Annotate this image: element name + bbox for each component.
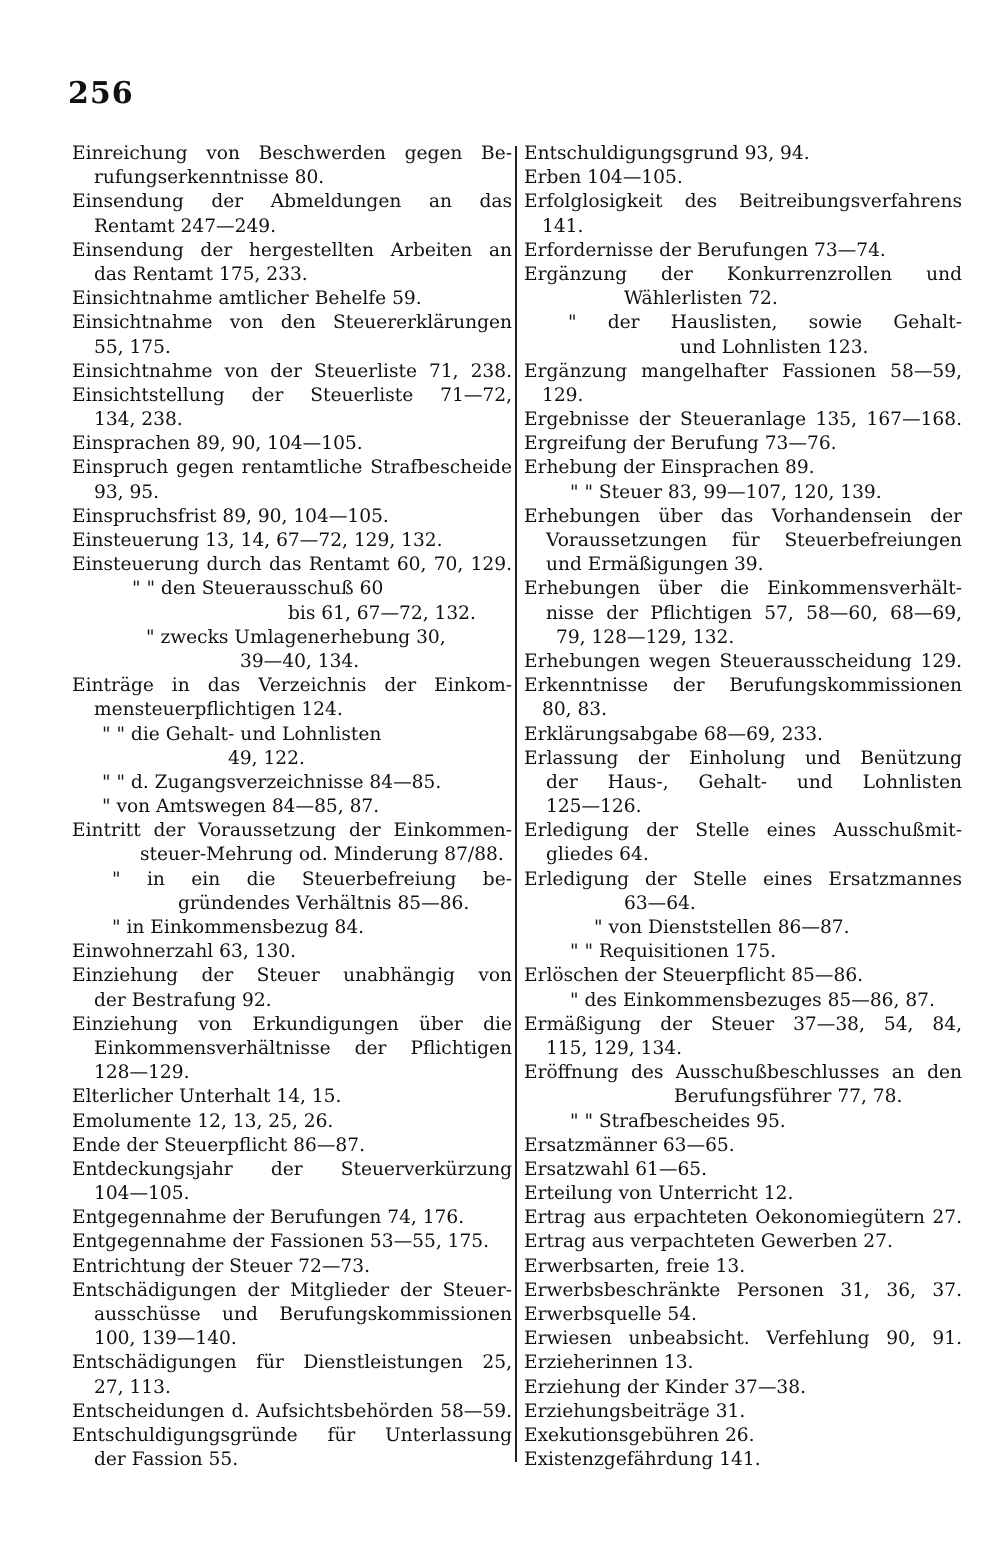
index-entry-line: 63—64. — [624, 892, 696, 914]
index-entry-line: 49, 122. — [228, 747, 305, 769]
index-column-left — [72, 142, 512, 1472]
index-entry-line: 125—126. — [546, 796, 642, 818]
index-entry-line: Voraussetzungen für Steuerbefreiungen — [546, 530, 962, 551]
index-entry-line: Erkenntnisse der Berufungskommissionen — [524, 675, 962, 697]
index-entry-line: Einsichtnahme von den Steuererklärungen — [72, 312, 512, 334]
index-entry-line: Entschuldigungsgründe für Unterlassung — [72, 1424, 512, 1446]
index-entry-line: 104—105. — [94, 1183, 190, 1205]
index-entry-line: Erwerbsarten, freie 13. — [524, 1255, 746, 1277]
index-entry-line: " " den Steuerausschuß 60 — [132, 578, 384, 600]
index-entry-line: Erhebungen über das Vorhandensein der — [524, 505, 962, 527]
index-entry-line: Rentamt 247—249. — [94, 215, 277, 237]
index-entry-line: Erhebungen wegen Steuerausscheidung 129. — [524, 650, 962, 672]
index-entry-line: Eröffnung des Ausschußbeschlusses an den — [524, 1062, 962, 1084]
index-entry-line: " " Requisitionen 175. — [570, 941, 777, 963]
index-entry-line: Ermäßigung der Steuer 37—38, 54, 84, — [524, 1013, 962, 1035]
index-entry-line: Erzieherinnen 13. — [524, 1352, 694, 1374]
index-entry-line: Einziehung von Erkundigungen über die — [72, 1013, 512, 1035]
index-column-right — [524, 142, 962, 1472]
index-entry-line: Ergreifung der Berufung 73—76. — [524, 433, 837, 455]
index-entry-line: Einsichtnahme amtlicher Behelfe 59. — [72, 288, 422, 310]
index-entry-line: Einsteuerung durch das Rentamt 60, 70, 129. — [72, 554, 512, 576]
index-entry-line: der Haus-, Gehalt- und Lohnlisten — [546, 771, 962, 793]
index-entry-line: Entgegennahme der Fassionen 53—55, 175. — [72, 1231, 490, 1253]
index-entry-line: Erlassung der Einholung und Benützung — [524, 747, 962, 769]
index-entry-line: Entrichtung der Steuer 72—73. — [72, 1255, 370, 1277]
index-entry-line: " in Einkommensbezug 84. — [112, 917, 365, 938]
index-entry-line: Ersatzwahl 61—65. — [524, 1158, 708, 1180]
index-entry-line: Erhebungen über die Einkommensverhält- — [524, 578, 962, 600]
index-entry-line: Einsendung der Abmeldungen an das — [72, 191, 512, 213]
index-entry-line: " von Amtswegen 84—85, 87. — [102, 796, 380, 818]
index-entry-line: 100, 139—140. — [94, 1328, 237, 1350]
index-entry-line: Ergebnisse der Steueranlage 135, 167—168. — [524, 409, 962, 431]
index-entry-line: Einreichung von Beschwerden gegen Be- — [72, 143, 512, 164]
index-entry-line: 80, 83. — [542, 699, 608, 721]
index-entry-line: ausschüsse und Berufungskommissionen — [94, 1304, 512, 1325]
index-entry-line: Erwerbsquelle 54. — [524, 1304, 697, 1325]
index-entry-line: bis 61, 67—72, 132. — [288, 602, 476, 624]
index-entry-line: gliedes 64. — [546, 844, 649, 866]
page-number: 256 — [68, 76, 134, 111]
index-entry-line: Entschädigungen für Dienstleistungen 25, — [72, 1352, 512, 1374]
index-entry-line: 93, 95. — [94, 481, 160, 503]
index-entry-line: der Bestrafung 92. — [94, 989, 272, 1011]
index-entry-line: Erwerbsbeschränkte Personen 31, 36, 37. — [524, 1279, 962, 1301]
index-entry-line: Einsprachen 89, 90, 104—105. — [72, 433, 363, 455]
index-entry-line: Ergänzung der Konkurrenzrollen und — [524, 263, 962, 285]
index-entry-line: Erwiesen unbeabsicht. Verfehlung 90, 91. — [524, 1328, 962, 1350]
index-entry-line: " " Strafbescheides 95. — [570, 1110, 786, 1132]
index-entry-line: Existenzgefährdung 141. — [524, 1449, 761, 1471]
index-entry-line: nisse der Pflichtigen 57, 58—60, 68—69, — [546, 602, 962, 624]
index-entry-line: Erklärungsabgabe 68—69, 233. — [524, 723, 823, 745]
index-entry-line: 128—129. — [94, 1062, 190, 1084]
index-entry-line: und Ermäßigungen 39. — [546, 554, 764, 576]
index-entry-line: 27, 113. — [94, 1376, 171, 1398]
index-entry-line: Einspruchsfrist 89, 90, 104—105. — [72, 505, 389, 527]
index-entry-line: " der Hauslisten, sowie Gehalt- — [568, 312, 962, 334]
index-entry-line: " in ein die Steuerbefreiung be- — [112, 868, 512, 890]
index-entry-line: Entschuldigungsgrund 93, 94. — [524, 143, 810, 164]
index-entry-line: Exekutionsgebühren 26. — [524, 1424, 755, 1446]
index-entry-line: Emolumente 12, 13, 25, 26. — [72, 1110, 334, 1132]
index-entry-line: Einsichtstellung der Steuerliste 71—72, — [72, 384, 512, 406]
index-entry-line: " zwecks Umlagenerhebung 30, — [146, 626, 446, 648]
index-entry-line: " " d. Zugangsverzeichnisse 84—85. — [102, 771, 442, 793]
index-entry-line: 55, 175. — [94, 336, 171, 358]
index-entry-line: rufungserkenntnisse 80. — [94, 167, 325, 189]
index-entry-line: 134, 238. — [94, 409, 183, 431]
index-entry-line: Einsendung der hergestellten Arbeiten an — [72, 239, 512, 261]
index-entry-line: Einwohnerzahl 63, 130. — [72, 941, 297, 963]
index-entry-line: Erfolglosigkeit des Beitreibungsverfahrens — [524, 191, 962, 213]
index-entry-line: 39—40, 134. — [240, 650, 360, 672]
index-entry-line: Erfordernisse der Berufungen 73—74. — [524, 239, 886, 261]
index-entry-line: Einsichtnahme von der Steuerliste 71, 238. — [72, 360, 512, 382]
index-entry-line: Wählerlisten 72. — [624, 288, 778, 310]
index-entry-line: Berufungsführer 77, 78. — [674, 1086, 903, 1108]
index-entry-line: 79, 128—129, 132. — [556, 626, 735, 648]
index-entry-line: 129. — [542, 384, 584, 406]
index-entry-line: der Fassion 55. — [94, 1449, 239, 1471]
index-entry-line: Erhebung der Einsprachen 89. — [524, 457, 815, 479]
index-entry-line: Ergänzung mangelhafter Fassionen 58—59, — [524, 360, 962, 382]
index-entry-line: Ersatzmänner 63—65. — [524, 1134, 735, 1156]
index-entry-line: Erben 104—105. — [524, 167, 683, 189]
index-entry-line: " " die Gehalt- und Lohnlisten — [102, 723, 382, 745]
index-entry-line: Entdeckungsjahr der Steuerverkürzung — [72, 1158, 512, 1180]
index-entry-line: " von Dienststellen 86—87. — [594, 917, 850, 938]
index-entry-line: Entgegennahme der Berufungen 74, 176. — [72, 1207, 465, 1229]
index-entry-line: Elterlicher Unterhalt 14, 15. — [72, 1086, 342, 1108]
index-entry-line: Entscheidungen d. Aufsichtsbehörden 58—59. — [72, 1400, 512, 1422]
index-entry-line: Einsteuerung 13, 14, 67—72, 129, 132. — [72, 530, 443, 551]
index-entry-line: 141. — [542, 215, 584, 237]
index-entry-line: Erledigung der Stelle eines Ausschußmit- — [524, 820, 962, 842]
index-entry-line: das Rentamt 175, 233. — [94, 263, 308, 285]
index-entry-line: Eintritt der Voraussetzung der Einkommen- — [72, 820, 512, 842]
index-entry-line: Erledigung der Stelle eines Ersatzmannes — [524, 868, 962, 890]
index-entry-line: 115, 129, 134. — [546, 1037, 683, 1059]
index-entry-line: Erziehungsbeiträge 31. — [524, 1400, 746, 1422]
index-entry-line: Erlöschen der Steuerpflicht 85—86. — [524, 965, 864, 987]
index-entry-line: mensteuerpflichtigen 124. — [94, 699, 343, 721]
index-entry-line: steuer-Mehrung od. Minderung 87/88. — [140, 844, 504, 866]
index-entry-line: Einträge in das Verzeichnis der Einkom- — [72, 675, 512, 697]
index-entry-line: Entschädigungen der Mitglieder der Steuer- — [72, 1279, 512, 1301]
index-entry-line: und Lohnlisten 123. — [680, 336, 869, 358]
index-entry-line: " " Steuer 83, 99—107, 120, 139. — [570, 481, 882, 503]
index-entry-line: Ende der Steuerpflicht 86—87. — [72, 1134, 365, 1156]
index-entry-line: " des Einkommensbezuges 85—86, 87. — [570, 989, 935, 1011]
index-entry-line: Ertrag aus erpachteten Oekonomiegütern 27. — [524, 1207, 962, 1229]
index-entry-line: Ertrag aus verpachteten Gewerben 27. — [524, 1231, 893, 1253]
index-entry-line: gründendes Verhältnis 85—86. — [178, 892, 470, 914]
index-entry-line: Erteilung von Unterricht 12. — [524, 1183, 794, 1205]
index-entry-line: Einkommensverhältnisse der Pflichtigen — [94, 1037, 512, 1059]
index-entry-line: Einspruch gegen rentamtliche Strafbescheide — [72, 457, 512, 479]
index-entry-line: Erziehung der Kinder 37—38. — [524, 1376, 806, 1398]
column-divider — [515, 146, 517, 1462]
index-entry-line: Einziehung der Steuer unabhängig von — [72, 965, 512, 987]
